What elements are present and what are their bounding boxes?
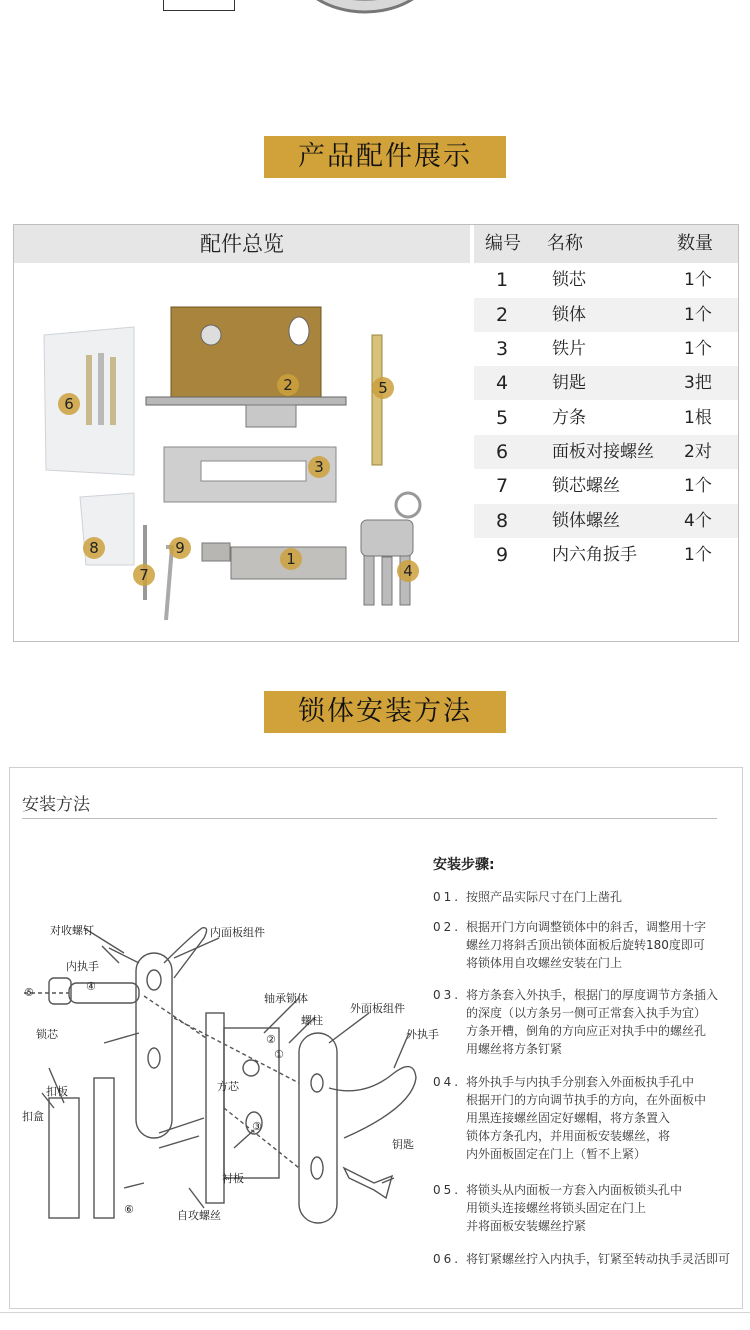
col-header-num: 编号 <box>485 225 521 263</box>
install-title: 安装方法 <box>22 795 90 815</box>
parts-photo-illustration <box>16 265 470 637</box>
photo-label: 1 <box>280 548 302 570</box>
step-line: 根据开门的方向调节执手的方向，在外面板中 <box>466 1093 707 1107</box>
step-line: 螺丝刀将斜舌顶出锁体面板后旋转180度即可 <box>466 938 705 952</box>
row-qty: 3把 <box>684 373 712 393</box>
step-marker: ② <box>266 1033 276 1046</box>
label-koukban: 扣板 <box>46 1085 68 1098</box>
step-line: 的深度（以方条另一侧可正常套入执手为宜） <box>466 1006 707 1020</box>
table-row <box>474 366 738 400</box>
step-marker: ③ <box>252 1120 262 1133</box>
overview-header: 配件总览 <box>14 225 470 263</box>
photo-label: 8 <box>83 537 105 559</box>
photo-label: 3 <box>308 456 330 478</box>
step-line: 用黑连接螺丝固定好螺帽，将方条置入 <box>466 1111 671 1125</box>
row-name: 铁片 <box>552 339 586 359</box>
steps-title: 安装步骤: <box>433 857 495 873</box>
label-neimianban: 内面板组件 <box>210 926 265 939</box>
install-panel <box>9 767 743 1309</box>
row-name: 锁芯螺丝 <box>552 476 620 496</box>
step-line: 方条开槽，倒角的方向应正对执手中的螺丝孔 <box>466 1024 707 1038</box>
row-num: 2 <box>495 304 509 326</box>
step-num: 03. <box>433 988 462 1002</box>
parts-overview-panel <box>13 224 739 642</box>
row-qty: 1根 <box>684 408 712 428</box>
step-num: 05. <box>433 1183 462 1197</box>
row-num: 9 <box>495 544 509 566</box>
label-neizhishou: 内执手 <box>66 960 99 973</box>
row-qty: 1个 <box>684 545 712 565</box>
table-row <box>474 469 738 503</box>
label-suoxin: 锁芯 <box>36 1028 58 1041</box>
photo-label: 7 <box>133 564 155 586</box>
lock-cylinder-fragment <box>290 0 440 15</box>
label-fangxin: 方芯 <box>217 1080 239 1093</box>
step-line: 按照产品实际尺寸在门上凿孔 <box>466 890 623 904</box>
label-luozhu: 螺柱 <box>301 1014 323 1027</box>
row-name: 钥匙 <box>552 373 586 393</box>
parts-photo <box>16 265 470 637</box>
row-num: 3 <box>495 338 509 360</box>
accessories-banner: 产品配件展示 <box>264 136 506 178</box>
label-waimianban: 外面板组件 <box>350 1002 405 1015</box>
step-marker: ⑤ <box>24 986 34 999</box>
row-name: 锁体螺丝 <box>552 511 620 531</box>
row-num: 5 <box>495 407 509 429</box>
row-num: 4 <box>495 372 509 394</box>
photo-label: 2 <box>277 374 299 396</box>
step-line: 将钉紧螺丝拧入内执手，钉紧至转动执手灵活即可 <box>466 1252 731 1266</box>
install-step <box>433 1073 706 1163</box>
table-row <box>474 298 738 332</box>
divider <box>22 818 717 819</box>
step-line: 用锁头连接螺丝将锁头固定在门上 <box>466 1201 647 1215</box>
bottom-divider <box>0 1312 750 1330</box>
step-line: 将锁头从内面板一方套入内面板锁头孔中 <box>466 1183 683 1197</box>
row-name: 锁芯 <box>552 270 586 290</box>
step-line: 将锁体用自攻螺丝安装在门上 <box>466 956 623 970</box>
install-step <box>433 918 706 972</box>
table-row <box>474 504 738 538</box>
row-name: 锁体 <box>552 305 586 325</box>
install-step <box>433 1181 682 1235</box>
label-zhoucheng: 轴承锁体 <box>264 992 308 1005</box>
row-name: 方条 <box>552 408 586 428</box>
step-marker: ④ <box>86 980 96 993</box>
table-row <box>474 435 738 469</box>
row-qty: 1个 <box>684 270 712 290</box>
step-marker: ① <box>274 1048 284 1061</box>
step-line: 并将面板安装螺丝拧紧 <box>466 1219 587 1233</box>
row-qty: 1个 <box>684 339 712 359</box>
label-chenban: 衬板 <box>222 1172 244 1185</box>
row-qty: 1个 <box>684 476 712 496</box>
row-num: 1 <box>495 269 509 291</box>
row-num: 7 <box>495 475 509 497</box>
row-qty: 1个 <box>684 305 712 325</box>
photo-label: 6 <box>58 393 80 415</box>
step-num: 06. <box>433 1252 462 1266</box>
photo-label: 4 <box>397 560 419 582</box>
label-zigong: 自攻螺丝 <box>177 1209 221 1222</box>
install-step <box>433 888 622 906</box>
label-yaoshi: 钥匙 <box>392 1138 414 1151</box>
install-step <box>433 986 718 1058</box>
table-row <box>474 332 738 366</box>
row-num: 8 <box>495 510 509 532</box>
row-qty: 4个 <box>684 511 712 531</box>
install-diagram <box>14 908 439 1238</box>
table-row <box>474 401 738 435</box>
step-num: 04. <box>433 1075 462 1089</box>
install-step <box>433 1250 730 1268</box>
step-marker: ⑥ <box>124 1203 134 1216</box>
step-line: 用螺丝将方条钉紧 <box>466 1042 563 1056</box>
label-duishou: 对收螺钉 <box>50 924 94 937</box>
col-header-name: 名称 <box>547 225 583 263</box>
top-fragment-frame <box>163 0 235 11</box>
step-num: 01. <box>433 890 462 904</box>
row-qty: 2对 <box>684 442 712 462</box>
table-row <box>474 263 738 297</box>
row-name: 面板对接螺丝 <box>552 442 654 462</box>
step-num: 02. <box>433 920 462 934</box>
row-num: 6 <box>495 441 509 463</box>
install-banner: 锁体安装方法 <box>264 691 506 733</box>
photo-label: 9 <box>169 537 191 559</box>
step-line: 将方条套入外执手，根据门的厚度调节方条插入 <box>466 988 719 1002</box>
step-line: 内外面板固定在门上（暂不上紧） <box>466 1147 647 1161</box>
label-kouhe: 扣盒 <box>22 1110 44 1123</box>
photo-label: 5 <box>372 377 394 399</box>
col-header-qty: 数量 <box>677 225 713 263</box>
step-line: 锁体方条孔内，并用面板安装螺丝，将 <box>466 1129 671 1143</box>
label-waizhishou: 外执手 <box>406 1028 439 1041</box>
step-line: 将外执手与内执手分别套入外面板执手孔中 <box>466 1075 695 1089</box>
step-line: 根据开门方向调整锁体中的斜舌，调整用十字 <box>466 920 707 934</box>
row-name: 内六角扳手 <box>552 545 637 565</box>
table-row <box>474 538 738 572</box>
